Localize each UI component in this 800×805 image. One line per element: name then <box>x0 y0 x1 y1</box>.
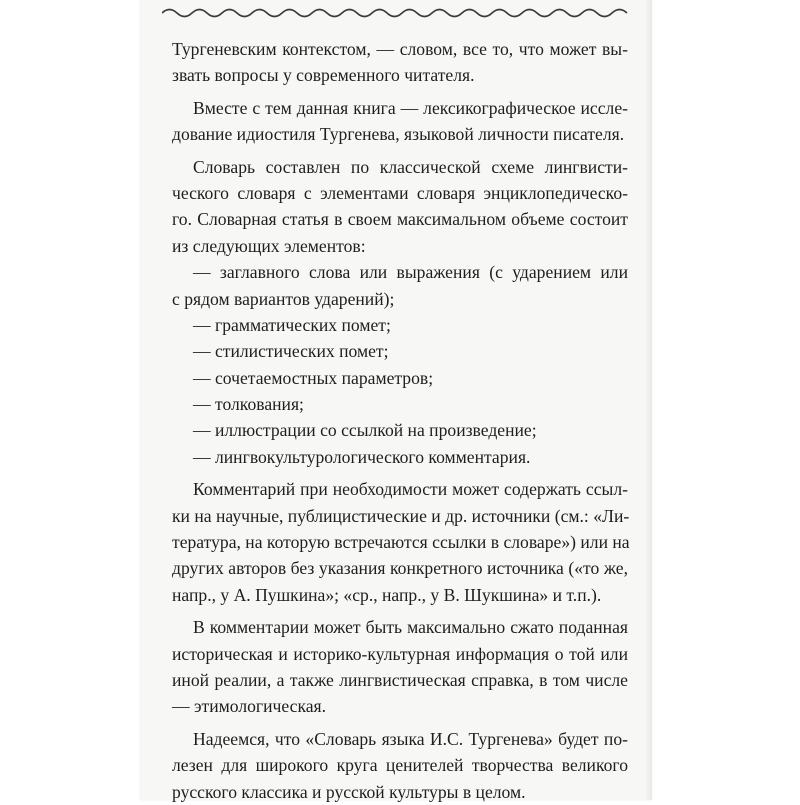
paragraph <box>172 444 628 470</box>
text-line: с рядом вариантов ударений); <box>172 288 395 309</box>
paragraph <box>172 476 628 608</box>
text-line: из следующих элементов: <box>172 235 366 256</box>
text-line: — этимологическая. <box>172 696 327 717</box>
page-edge <box>646 0 652 800</box>
text-line: иной реалии, а также лингвистическая справка, в том числе <box>172 669 628 690</box>
paragraph <box>172 154 628 260</box>
text-line: ки на научные, публицистические и др. источники (см.: «Ли- <box>172 505 630 526</box>
paragraph <box>172 614 628 720</box>
text-line: тература, на которую встречаются ссылки в словаре») или на <box>172 532 630 553</box>
text-line: Вместе с тем данная книга — лексикографическое иссле- <box>193 97 628 118</box>
text-line: историческая и историко-культурная информация о той или <box>172 643 628 664</box>
text-line: — иллюстрации со ссылкой на произведение; <box>193 420 537 441</box>
text-line: — лингвокультурологического комментария. <box>193 446 531 467</box>
text-line: го. Словарная статья в своем максимальном объеме состоит <box>172 209 628 230</box>
text-line: русского классика и русской культуры в целом. <box>172 781 526 802</box>
paragraph <box>172 95 628 148</box>
paragraph <box>172 312 628 338</box>
text-line: ческого словаря с элементами словаря энциклопедическо- <box>172 182 628 203</box>
text-line: Тургеневским контекстом, — словом, все то, что может вы- <box>172 39 628 59</box>
text-line: — толкования; <box>193 394 304 415</box>
text-line: Надеемся, что «Словарь языка И.С. Тургенева» будет по- <box>193 728 628 749</box>
text-line: — грамматических помет; <box>193 314 391 335</box>
paragraph <box>172 365 628 391</box>
page-text <box>172 36 628 805</box>
paragraph <box>172 726 628 805</box>
paragraph <box>172 417 628 443</box>
text-line: Словарь составлен по классической схеме лингвисти- <box>193 156 628 177</box>
text-line: других авторов без указания конкретного источника («то же, <box>172 558 628 579</box>
paragraph <box>172 391 628 417</box>
text-line: дование идиостиля Тургенева, языковой личности писателя. <box>172 124 625 145</box>
book-page <box>140 0 652 800</box>
decorative-wave-border <box>162 6 632 20</box>
text-line: — стилистических помет; <box>193 341 389 362</box>
text-line: напр., у А. Пушкина»; «ср., напр., у В. Шукшина» и т.п.). <box>172 584 602 605</box>
text-line: — сочетаемостных параметров; <box>193 367 434 388</box>
text-line: Комментарий при необходимости может содержать ссыл- <box>193 479 628 500</box>
text-line: лезен для широкого круга ценителей творчества великого <box>172 755 628 776</box>
paragraph <box>172 338 628 364</box>
paragraph <box>172 36 628 89</box>
paragraph <box>172 259 628 312</box>
text-line: В комментарии может быть максимально сжато поданная <box>193 617 628 638</box>
text-line: звать вопросы у современного читателя. <box>172 65 475 86</box>
text-line: — заглавного слова или выражения (с ударением или <box>193 262 628 283</box>
